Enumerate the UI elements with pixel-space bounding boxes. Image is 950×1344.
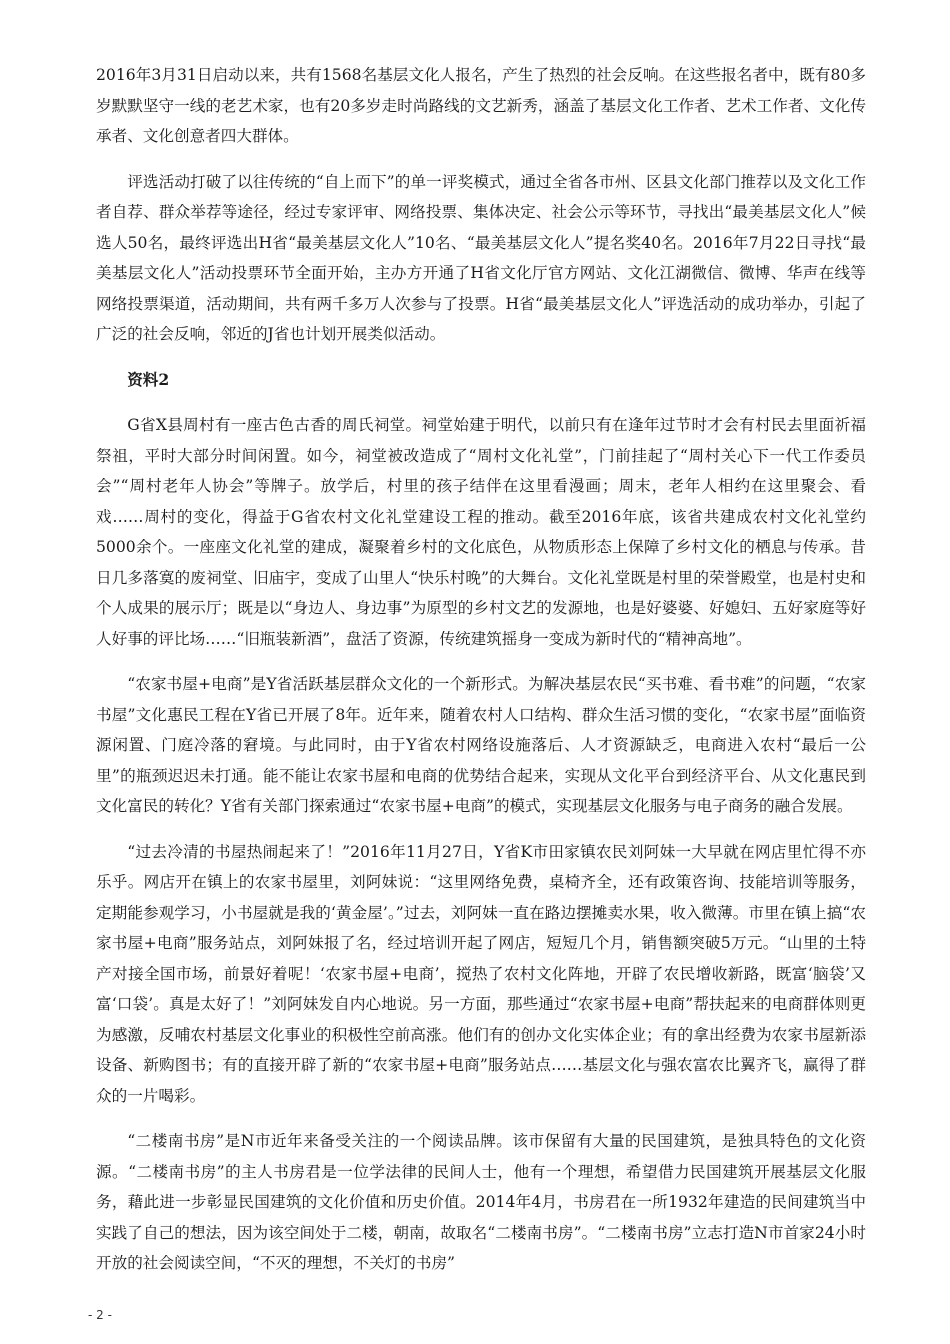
section-heading-material-2: 资料2 bbox=[127, 369, 170, 389]
paragraph-zhou-village-hall: G省X县周村有一座古色古香的周氏祠堂。祠堂始建于明代，以前只有在逢年过节时才会有村民去里面祈福祭祖，平时大部分时间闲置。如今，祠堂被改造成了“周村文化礼堂”，门前挂起了“周村关心下一代工作委员会”“周村老年人协会”等牌子。放学后，村里的孩子结伴在这里看漫画；周末，老年人相约在这里聚会、看戏……周村的变化，得益于G省农村文化礼堂建设工程的推动。截至2016年底，该省共建成农村文化礼堂约5000余个。一座座文化礼堂的建成，凝聚着乡村的文化底色，从物质形态上保障了乡村文化的栖息与传承。昔日几多落寞的废祠堂、旧庙宇，变成了山里人“快乐村晚”的大舞台。文化礼堂既是村里的荣誉殿堂，也是村史和个人成果的展示厅；既是以“身边人、身边事”为原型的乡村文艺的发源地，也是好婆婆、好媳妇、五好家庭等好人好事的评比场……“旧瓶装新酒”，盘活了资源，传统建筑摇身一变成为新时代的“精神高地”。 bbox=[96, 416, 866, 648]
paragraph-registration: 2016年3月31日启动以来，共有1568名基层文化人报名，产生了热烈的社会反响。在这些报名者中，既有80多岁默默坚守一线的老艺术家，也有20多岁走时尚路线的文艺新秀，涵盖了基层文化工作者、艺术工作者、文化传承者、文化创意者四大群体。 bbox=[96, 66, 866, 145]
paragraph-selection-activity: 评选活动打破了以往传统的“自上而下”的单一评奖模式，通过全省各市州、区县文化部门推荐以及文化工作者自荐、群众举荐等途径，经过专家评审、网络投票、集体决定、社会公示等环节，寻找出“最美基层文化人”候选人50名，最终评选出H省“最美基层文化人”10名、“最美基层文化人”提名奖40名。2016年7月22日寻找“最美基层文化人”活动投票环节全面开始，主办方开通了H省文化厅官方网站、文化江湖微信、微博、华声在线等网络投票渠道，活动期间，共有两千多万人次参与了投票。H省“最美基层文化人”评选活动的成功举办，引起了广泛的社会反响，邻近的J省也计划开展类似活动。 bbox=[96, 172, 866, 343]
page-number: - 2 - bbox=[88, 1308, 112, 1322]
document-body bbox=[96, 60, 866, 1294]
paragraph-liu-amei-story: “过去冷清的书屋热闹起来了！”2016年11月27日，Y省K市田家镇农民刘阿妹一大早就在网店里忙得不亦乐乎。网店开在镇上的农家书屋里，刘阿妹说：“这里网络免费，桌椅齐全，还有政策咨询、技能培训等服务，定期能参观学习，小书屋就是我的‘黄金屋’。”过去，刘阿妹一直在路边摆摊卖水果，收入微薄。市里在镇上搞“农家书屋+电商”服务站点，刘阿妹报了名，经过培训开起了网店，短短几个月，销售额突破5万元。“山里的土特产对接全国市场，前景好着呢！‘农家书屋+电商’，搅热了农村文化阵地，开辟了农民增收新路，既富‘脑袋’又富‘口袋’。真是太好了！”刘阿妹发自内心地说。另一方面，那些通过“农家书屋+电商”帮扶起来的电商群体则更为感激，反哺农村基层文化事业的积极性空前高涨。他们有的创办文化实体企业；有的拿出经费为农家书屋新添设备、新购图书；有的直接开辟了新的“农家书屋+电商”服务站点……基层文化与强农富农比翼齐飞，赢得了群众的一片喝彩。 bbox=[96, 842, 866, 1105]
paragraph-second-floor-study: “二楼南书房”是N市近年来备受关注的一个阅读品牌。该市保留有大量的民国建筑，是独具特色的文化资源。“二楼南书房”的主人书房君是一位学法律的民间人士，他有一个理想，希望借力民国建筑开展基层文化服务，藉此进一步彰显民国建筑的文化价值和历史价值。2014年4月，书房君在一所1932年建造的民间建筑当中实践了自己的想法，因为该空间处于二楼，朝南，故取名“二楼南书房”。“二楼南书房”立志打造N市首家24小时开放的社会阅读空间，“不灭的理想，不关灯的书房” bbox=[96, 1132, 866, 1272]
paragraph-bookhouse-ecommerce: “农家书屋+电商”是Y省活跃基层群众文化的一个新形式。为解决基层农民“买书难、看书难”的问题，“农家书屋”文化惠民工程在Y省已开展了8年。近年来，随着农村人口结构、群众生活习惯的变化，“农家书屋”面临资源闲置、门庭冷落的窘境。与此同时，由于Y省农村网络设施落后、人才资源缺乏，电商进入农村“最后一公里”的瓶颈迟迟未打通。能不能让农家书屋和电商的优势结合起来，实现从文化平台到经济平台、从文化惠民到文化富民的转化？Y省有关部门探索通过“农家书屋+电商”的模式，实现基层文化服务与电子商务的融合发展。 bbox=[96, 675, 866, 815]
